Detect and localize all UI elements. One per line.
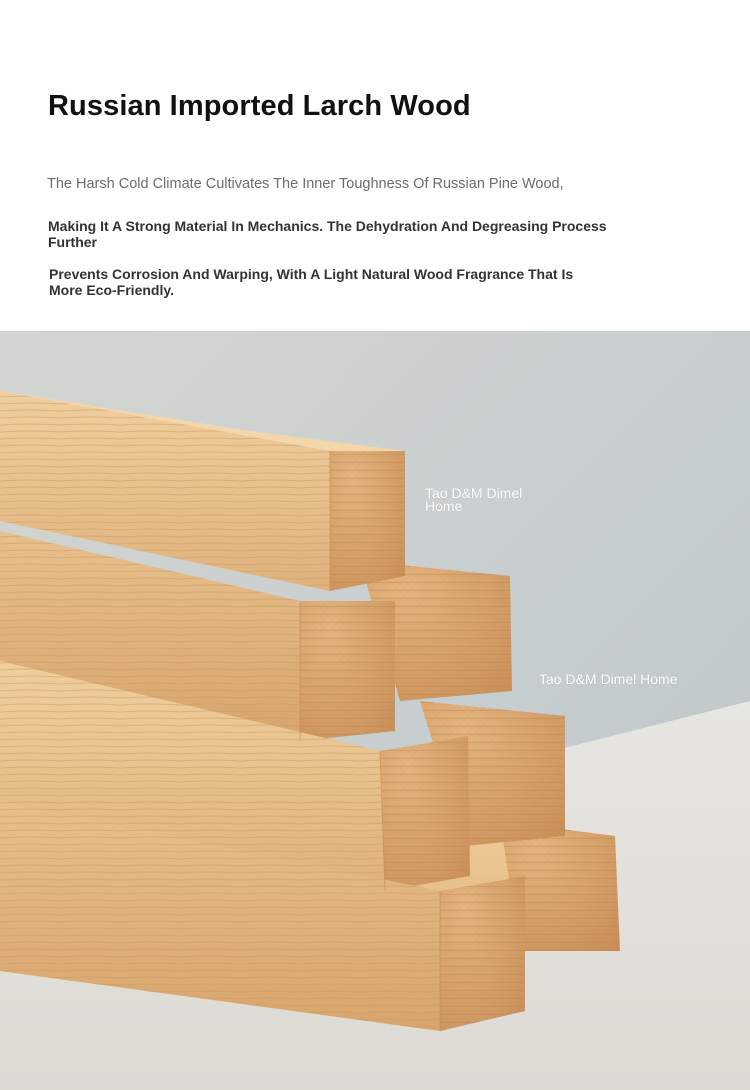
wood-beams-illustration xyxy=(0,331,750,1090)
watermark-1: Tao D&M Dimel Home xyxy=(425,485,523,514)
watermark-2: Tao D&M Dimel Home xyxy=(539,671,678,687)
description-line-3: Prevents Corrosion And Warping, With A Light Natural Wood Fragrance That Is More Eco-Friendly. xyxy=(49,266,574,298)
larch-wood-photo xyxy=(0,331,750,1090)
description-line-2: Making It A Strong Material In Mechanics. The Dehydration And Degreasing Process Further xyxy=(48,218,607,250)
page-title: Russian Imported Larch Wood xyxy=(48,90,471,122)
description-line-1: The Harsh Cold Climate Cultivates The Inner Toughness Of Russian Pine Wood, xyxy=(47,176,564,192)
